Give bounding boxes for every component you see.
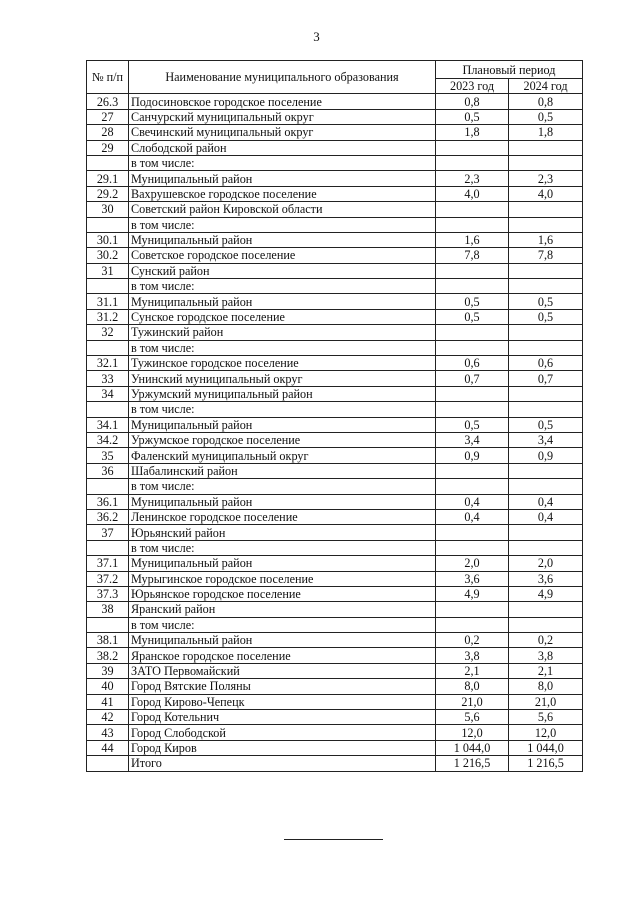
value-2024-cell — [509, 525, 583, 540]
table-row — [87, 94, 583, 109]
table-row — [87, 571, 583, 586]
value-2023-cell: 4,0 — [436, 186, 509, 201]
value-2024-cell: 0,5 — [509, 294, 583, 309]
municipality-name-cell: Яранское городское поселение — [129, 648, 436, 663]
value-2023-cell: 3,8 — [436, 648, 509, 663]
value-2024-cell: 0,8 — [509, 94, 583, 109]
row-number-cell: 39 — [87, 663, 129, 678]
value-2024-cell: 3,8 — [509, 648, 583, 663]
table-row — [87, 710, 583, 725]
table-row — [87, 525, 583, 540]
municipality-name-cell: Советское городское поселение — [129, 248, 436, 263]
value-2024-cell — [509, 540, 583, 555]
value-2023-cell: 2,3 — [436, 171, 509, 186]
budget-table — [86, 60, 583, 772]
header-period: Плановый период — [436, 61, 583, 79]
table-row — [87, 556, 583, 571]
municipality-name-cell: Санчурский муниципальный округ — [129, 109, 436, 124]
municipality-name-cell: в том числе: — [129, 217, 436, 232]
value-2024-cell — [509, 202, 583, 217]
value-2023-cell: 0,8 — [436, 94, 509, 109]
municipality-name-cell: Сунское городское поселение — [129, 309, 436, 324]
row-number-cell: 38.1 — [87, 633, 129, 648]
municipality-name-cell: Муниципальный район — [129, 633, 436, 648]
municipality-name-cell: Муниципальный район — [129, 556, 436, 571]
row-number-cell: 37.1 — [87, 556, 129, 571]
municipality-name-cell: Город Вятские Поляны — [129, 679, 436, 694]
municipality-name-cell: Сунский район — [129, 263, 436, 278]
value-2024-cell: 0,4 — [509, 494, 583, 509]
value-2023-cell: 0,2 — [436, 633, 509, 648]
municipality-name-cell: Муниципальный район — [129, 494, 436, 509]
value-2023-cell — [436, 386, 509, 401]
table-row — [87, 155, 583, 170]
table-row — [87, 248, 583, 263]
municipality-name-cell: в том числе: — [129, 279, 436, 294]
value-2024-cell: 4,0 — [509, 186, 583, 201]
row-number-cell: 36.2 — [87, 509, 129, 524]
value-2023-cell — [436, 463, 509, 478]
municipality-name-cell: Яранский район — [129, 602, 436, 617]
table-row — [87, 617, 583, 632]
value-2024-cell: 4,9 — [509, 586, 583, 601]
row-number-cell — [87, 402, 129, 417]
table-row — [87, 586, 583, 601]
table-row — [87, 509, 583, 524]
table-row — [87, 325, 583, 340]
municipality-name-cell: Ленинское городское поселение — [129, 509, 436, 524]
table-row — [87, 109, 583, 124]
municipality-name-cell: ЗАТО Первомайский — [129, 663, 436, 678]
municipality-name-cell: Свечинский муниципальный округ — [129, 125, 436, 140]
value-2024-cell — [509, 340, 583, 355]
table-row — [87, 140, 583, 155]
value-2023-cell: 0,4 — [436, 494, 509, 509]
table-row — [87, 125, 583, 140]
row-number-cell: 31.2 — [87, 309, 129, 324]
value-2024-cell — [509, 325, 583, 340]
value-2023-cell — [436, 202, 509, 217]
value-2023-cell — [436, 602, 509, 617]
municipality-name-cell: Муниципальный район — [129, 232, 436, 247]
table-row — [87, 633, 583, 648]
row-number-cell: 38.2 — [87, 648, 129, 663]
row-number-cell: 44 — [87, 740, 129, 755]
row-number-cell: 37.3 — [87, 586, 129, 601]
value-2024-cell: 3,6 — [509, 571, 583, 586]
row-number-cell: 42 — [87, 710, 129, 725]
municipality-name-cell: Муниципальный район — [129, 294, 436, 309]
row-number-cell: 28 — [87, 125, 129, 140]
municipality-name-cell: в том числе: — [129, 402, 436, 417]
table-row — [87, 417, 583, 432]
table-row — [87, 402, 583, 417]
row-number-cell: 43 — [87, 725, 129, 740]
row-number-cell: 33 — [87, 371, 129, 386]
row-number-cell: 31 — [87, 263, 129, 278]
value-2023-cell — [436, 525, 509, 540]
municipality-name-cell: в том числе: — [129, 479, 436, 494]
header-num: № п/п — [87, 61, 129, 94]
table-row — [87, 648, 583, 663]
value-2024-cell — [509, 155, 583, 170]
value-2023-cell — [436, 479, 509, 494]
value-2023-cell — [436, 617, 509, 632]
row-number-cell: 30 — [87, 202, 129, 217]
value-2024-cell: 1,8 — [509, 125, 583, 140]
municipality-name-cell: Уржумский муниципальный район — [129, 386, 436, 401]
table-row — [87, 217, 583, 232]
value-2023-cell — [436, 155, 509, 170]
row-number-cell: 27 — [87, 109, 129, 124]
row-number-cell — [87, 340, 129, 355]
row-number-cell: 30.1 — [87, 232, 129, 247]
value-2024-cell: 12,0 — [509, 725, 583, 740]
value-2023-cell: 1 044,0 — [436, 740, 509, 755]
value-2024-cell: 0,6 — [509, 356, 583, 371]
value-2023-cell: 1,6 — [436, 232, 509, 247]
value-2024-cell: 2,3 — [509, 171, 583, 186]
table-row — [87, 432, 583, 447]
value-2024-cell — [509, 279, 583, 294]
value-2023-cell: 4,9 — [436, 586, 509, 601]
value-2023-cell: 2,0 — [436, 556, 509, 571]
row-number-cell: 32 — [87, 325, 129, 340]
row-number-cell — [87, 155, 129, 170]
row-number-cell: 31.1 — [87, 294, 129, 309]
table-row — [87, 694, 583, 709]
municipality-name-cell: Слободской район — [129, 140, 436, 155]
value-2023-cell — [436, 540, 509, 555]
municipality-name-cell: Муниципальный район — [129, 417, 436, 432]
row-number-cell — [87, 756, 129, 771]
table-row — [87, 679, 583, 694]
header-year-2024: 2024 год — [509, 79, 583, 94]
municipality-name-cell: Юрьянский район — [129, 525, 436, 540]
table-row — [87, 602, 583, 617]
row-number-cell: 34.1 — [87, 417, 129, 432]
value-2023-cell: 0,5 — [436, 417, 509, 432]
value-2023-cell: 0,5 — [436, 309, 509, 324]
header-year-2023: 2023 год — [436, 79, 509, 94]
value-2023-cell: 2,1 — [436, 663, 509, 678]
value-2023-cell: 12,0 — [436, 725, 509, 740]
table-header — [87, 61, 583, 94]
value-2024-cell: 0,5 — [509, 417, 583, 432]
value-2024-cell — [509, 263, 583, 278]
row-number-cell: 29.1 — [87, 171, 129, 186]
row-number-cell: 41 — [87, 694, 129, 709]
row-number-cell — [87, 217, 129, 232]
value-2024-cell: 2,1 — [509, 663, 583, 678]
table-row — [87, 463, 583, 478]
municipality-name-cell: Подосиновское городское поселение — [129, 94, 436, 109]
value-2023-cell — [436, 325, 509, 340]
table-row — [87, 340, 583, 355]
value-2024-cell — [509, 479, 583, 494]
value-2024-cell — [509, 617, 583, 632]
row-number-cell: 40 — [87, 679, 129, 694]
value-2023-cell: 7,8 — [436, 248, 509, 263]
table-row — [87, 725, 583, 740]
table-row — [87, 171, 583, 186]
value-2023-cell: 3,4 — [436, 432, 509, 447]
value-2024-cell: 1,6 — [509, 232, 583, 247]
municipality-name-cell: в том числе: — [129, 617, 436, 632]
municipality-name-cell: Город Киров — [129, 740, 436, 755]
value-2023-cell — [436, 340, 509, 355]
table-row — [87, 756, 583, 771]
value-2024-cell — [509, 402, 583, 417]
table-row — [87, 494, 583, 509]
value-2024-cell: 1 216,5 — [509, 756, 583, 771]
value-2023-cell: 0,9 — [436, 448, 509, 463]
municipality-name-cell: Унинский муниципальный округ — [129, 371, 436, 386]
value-2023-cell: 0,5 — [436, 294, 509, 309]
row-number-cell — [87, 540, 129, 555]
municipality-name-cell: Юрьянское городское поселение — [129, 586, 436, 601]
value-2023-cell — [436, 140, 509, 155]
row-number-cell — [87, 479, 129, 494]
table-row — [87, 663, 583, 678]
value-2023-cell: 8,0 — [436, 679, 509, 694]
municipality-name-cell: Фаленский муниципальный округ — [129, 448, 436, 463]
table-row — [87, 186, 583, 201]
value-2023-cell: 0,5 — [436, 109, 509, 124]
row-number-cell: 38 — [87, 602, 129, 617]
header-name: Наименование муниципального образования — [129, 61, 436, 94]
municipality-name-cell: Город Котельнич — [129, 710, 436, 725]
table-row — [87, 263, 583, 278]
value-2023-cell: 5,6 — [436, 710, 509, 725]
table-row — [87, 479, 583, 494]
value-2024-cell: 0,9 — [509, 448, 583, 463]
table-row — [87, 386, 583, 401]
table-row — [87, 309, 583, 324]
table-row — [87, 232, 583, 247]
table-row — [87, 294, 583, 309]
value-2024-cell: 0,4 — [509, 509, 583, 524]
table-row — [87, 279, 583, 294]
page-number: 3 — [313, 29, 320, 44]
municipality-name-cell: Итого — [129, 756, 436, 771]
value-2024-cell: 3,4 — [509, 432, 583, 447]
row-number-cell: 26.3 — [87, 94, 129, 109]
value-2024-cell: 1 044,0 — [509, 740, 583, 755]
municipality-name-cell: Город Кирово-Чепецк — [129, 694, 436, 709]
table-body — [87, 94, 583, 771]
row-number-cell: 32.1 — [87, 356, 129, 371]
table-row — [87, 371, 583, 386]
value-2023-cell: 1 216,5 — [436, 756, 509, 771]
table-row — [87, 202, 583, 217]
row-number-cell — [87, 279, 129, 294]
row-number-cell: 37 — [87, 525, 129, 540]
value-2024-cell: 0,7 — [509, 371, 583, 386]
row-number-cell: 30.2 — [87, 248, 129, 263]
value-2023-cell: 1,8 — [436, 125, 509, 140]
municipality-name-cell: Советский район Кировской области — [129, 202, 436, 217]
value-2023-cell — [436, 279, 509, 294]
value-2024-cell: 2,0 — [509, 556, 583, 571]
footer-divider — [284, 839, 383, 840]
row-number-cell: 36 — [87, 463, 129, 478]
value-2023-cell: 0,6 — [436, 356, 509, 371]
value-2024-cell — [509, 602, 583, 617]
value-2024-cell: 5,6 — [509, 710, 583, 725]
value-2024-cell — [509, 463, 583, 478]
value-2023-cell — [436, 402, 509, 417]
value-2024-cell: 0,2 — [509, 633, 583, 648]
table-row — [87, 540, 583, 555]
value-2024-cell: 7,8 — [509, 248, 583, 263]
value-2023-cell: 0,4 — [436, 509, 509, 524]
value-2023-cell — [436, 217, 509, 232]
value-2024-cell: 0,5 — [509, 309, 583, 324]
value-2024-cell: 21,0 — [509, 694, 583, 709]
municipality-name-cell: Шабалинский район — [129, 463, 436, 478]
value-2023-cell: 0,7 — [436, 371, 509, 386]
value-2024-cell — [509, 386, 583, 401]
row-number-cell: 37.2 — [87, 571, 129, 586]
row-number-cell: 29.2 — [87, 186, 129, 201]
row-number-cell: 35 — [87, 448, 129, 463]
value-2024-cell: 0,5 — [509, 109, 583, 124]
value-2024-cell — [509, 217, 583, 232]
municipality-name-cell: Мурыгинское городское поселение — [129, 571, 436, 586]
value-2023-cell: 21,0 — [436, 694, 509, 709]
municipality-name-cell: Муниципальный район — [129, 171, 436, 186]
municipality-name-cell: в том числе: — [129, 340, 436, 355]
value-2023-cell: 3,6 — [436, 571, 509, 586]
table-row — [87, 448, 583, 463]
row-number-cell: 36.1 — [87, 494, 129, 509]
row-number-cell: 34.2 — [87, 432, 129, 447]
municipality-name-cell: Вахрушевское городское поселение — [129, 186, 436, 201]
municipality-name-cell: в том числе: — [129, 155, 436, 170]
municipality-name-cell: Уржумское городское поселение — [129, 432, 436, 447]
municipality-name-cell: в том числе: — [129, 540, 436, 555]
value-2023-cell — [436, 263, 509, 278]
municipality-name-cell: Город Слободской — [129, 725, 436, 740]
row-number-cell: 29 — [87, 140, 129, 155]
municipality-name-cell: Тужинский район — [129, 325, 436, 340]
row-number-cell: 34 — [87, 386, 129, 401]
municipality-name-cell: Тужинское городское поселение — [129, 356, 436, 371]
table-row — [87, 740, 583, 755]
row-number-cell — [87, 617, 129, 632]
value-2024-cell — [509, 140, 583, 155]
value-2024-cell: 8,0 — [509, 679, 583, 694]
table-row — [87, 356, 583, 371]
